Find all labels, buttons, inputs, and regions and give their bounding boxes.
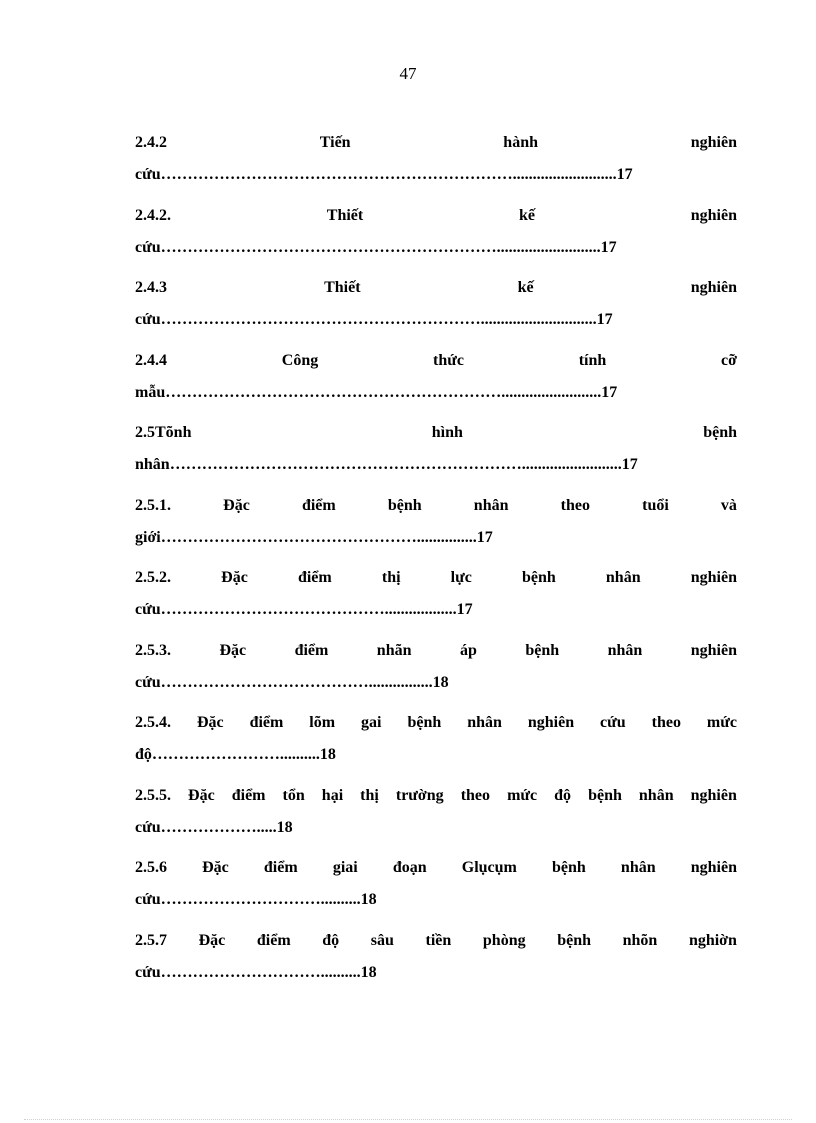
- toc-heading-word: nhân: [620, 859, 656, 876]
- toc-leader-word: mẫu: [135, 383, 166, 401]
- toc-leader-dots: ………………………………………………………….........................: [169, 456, 622, 473]
- toc-heading-word: thị: [360, 786, 379, 804]
- toc-heading-word: mức: [507, 786, 538, 804]
- toc-entry-leader: [135, 377, 737, 409]
- toc-entry-heading: [135, 490, 737, 522]
- toc-heading-word: điểm: [231, 786, 266, 804]
- toc-heading-word: và: [720, 496, 737, 514]
- toc-entry-heading: [135, 780, 737, 812]
- toc-heading-word: Tiến: [319, 134, 351, 151]
- toc-entry: [135, 127, 737, 200]
- toc-heading-word: phòng: [482, 931, 526, 949]
- toc-heading-word: nhãn: [376, 641, 412, 659]
- toc-heading-word: 2.5.7: [135, 931, 167, 949]
- toc-heading-word: cỡ: [721, 351, 737, 369]
- toc-entry-leader: [135, 159, 737, 191]
- toc-heading-word: nghiờn: [688, 931, 737, 949]
- toc-leader-word: cứu: [135, 238, 161, 256]
- toc-leader-word: cứu: [135, 818, 161, 836]
- toc-heading-word: bệnh: [387, 496, 422, 514]
- toc-heading-word: nghiên: [690, 206, 737, 224]
- toc-heading-word: bệnh: [557, 931, 592, 949]
- toc-leader-word: cứu: [135, 166, 161, 183]
- toc-heading-word: độ: [322, 931, 340, 949]
- toc-page-number: 18: [360, 963, 377, 981]
- toc-entry-leader: [135, 812, 737, 844]
- toc-entry-leader: [135, 449, 737, 481]
- toc-heading-word: nghiên: [690, 641, 737, 659]
- toc-heading-word: điểm: [301, 496, 336, 514]
- toc-heading-word: cứu: [600, 714, 626, 731]
- toc-heading-word: nghiên: [527, 714, 575, 731]
- toc-heading-word: theo: [460, 786, 491, 804]
- toc-heading-word: độ: [554, 786, 572, 804]
- toc-entry-leader: [135, 594, 737, 626]
- toc-entry-heading: [135, 707, 737, 739]
- toc-heading-word: nghiên: [690, 859, 737, 876]
- toc-heading-word: thị: [381, 569, 401, 586]
- toc-heading-word: hại: [321, 786, 344, 804]
- toc-entry-leader: [135, 232, 737, 264]
- page-bottom-divider: [24, 1119, 792, 1120]
- toc-heading-word: trường: [395, 786, 444, 804]
- toc-leader-dots: …………………………..........: [160, 963, 361, 981]
- toc-heading-word: kế: [517, 279, 534, 296]
- toc-entry-heading: [135, 417, 737, 449]
- toc-heading-word: nghiên: [690, 279, 737, 296]
- toc-entry-heading: [135, 635, 737, 667]
- toc-entry: [135, 200, 737, 273]
- toc-page-number: 17: [600, 238, 617, 256]
- toc-leader-word: nhân: [135, 456, 170, 473]
- toc-leader-word: cứu: [135, 963, 161, 981]
- toc-heading-word: Đặc: [198, 931, 226, 949]
- toc-heading-word: 2.4.2.: [135, 206, 171, 224]
- toc-entry: [135, 852, 737, 925]
- toc-heading-word: 2.5.6: [135, 859, 167, 876]
- toc-leader-dots: ……………….....: [160, 818, 277, 836]
- toc-heading-word: lõm: [309, 714, 336, 731]
- toc-entry: [135, 490, 737, 563]
- toc-page-number: 18: [276, 818, 293, 836]
- toc-heading-word: giai: [332, 859, 358, 876]
- toc-heading-word: điểm: [294, 641, 329, 659]
- toc-heading-word: 2.5.1.: [135, 496, 171, 514]
- toc-heading-word: tuổi: [642, 496, 669, 514]
- toc-heading-word: thức: [432, 351, 464, 369]
- toc-entry-heading: [135, 200, 737, 232]
- toc-leader-dots: …………………………………………………….............................: [160, 311, 597, 328]
- toc-heading-word: Đặc: [196, 714, 224, 731]
- toc-heading-word: bệnh: [525, 641, 560, 659]
- toc-entry-heading: [135, 852, 737, 884]
- toc-heading-word: Đặc: [202, 859, 229, 876]
- toc-entry-heading: [135, 127, 737, 159]
- toc-heading-word: nhân: [638, 786, 674, 804]
- toc-entry-heading: [135, 345, 737, 377]
- toc-heading-word: nghiên: [690, 786, 737, 804]
- table-of-contents: [135, 127, 737, 997]
- toc-heading-word: nhõn: [622, 931, 658, 949]
- toc-leader-word: cứu: [135, 311, 161, 328]
- toc-heading-word: điểm: [256, 931, 291, 949]
- toc-entry: [135, 780, 737, 853]
- toc-entry-heading: [135, 562, 737, 594]
- toc-entry: [135, 925, 737, 998]
- page-number: 47: [399, 64, 417, 83]
- toc-heading-word: 2.4.3: [135, 279, 167, 296]
- toc-heading-word: điểm: [297, 569, 332, 586]
- toc-heading-word: điểm: [263, 859, 298, 876]
- toc-leader-word: cứu: [135, 601, 161, 618]
- toc-leader-dots: ………………………………………………………..........................: [160, 238, 601, 256]
- toc-leader-word: giới: [135, 528, 161, 546]
- toc-heading-word: bệnh: [521, 569, 556, 586]
- toc-heading-word: Đặc: [219, 641, 247, 659]
- toc-heading-word: hành: [503, 134, 538, 151]
- toc-heading-word: lực: [450, 569, 472, 586]
- toc-heading-word: 2.4.2: [135, 134, 167, 151]
- toc-heading-word: Đặc: [188, 786, 215, 804]
- toc-heading-word: Đặc: [223, 496, 250, 514]
- toc-heading-word: Đặc: [221, 569, 248, 586]
- toc-page-number: 17: [616, 166, 633, 183]
- toc-heading-word: 2.4.4: [135, 351, 167, 369]
- toc-heading-word: hình: [431, 424, 463, 441]
- toc-heading-word: 2.5.3.: [135, 641, 171, 659]
- toc-heading-word: Thiết: [326, 206, 364, 224]
- toc-entry: [135, 345, 737, 418]
- toc-page-number: 18: [360, 891, 377, 908]
- toc-leader-dots: ……………………………………………………….........................: [165, 383, 602, 401]
- toc-heading-word: bệnh: [588, 786, 622, 804]
- toc-leader-word: cứu: [135, 891, 161, 908]
- toc-leader-dots: …………………………..........: [160, 891, 361, 908]
- toc-leader-dots: ……………………..........: [151, 746, 320, 763]
- toc-heading-word: 2.5.2.: [135, 569, 171, 586]
- toc-page-number: 17: [456, 601, 473, 618]
- toc-page-number: 17: [596, 311, 613, 328]
- toc-heading-word: nhân: [467, 714, 502, 731]
- toc-heading-word: bệnh: [703, 424, 737, 441]
- toc-entry-heading: [135, 272, 737, 304]
- toc-heading-word: áp: [459, 641, 477, 659]
- toc-entry-leader: [135, 884, 737, 916]
- toc-entry-leader: [135, 739, 737, 771]
- toc-heading-word: đoạn: [392, 859, 427, 876]
- toc-entry-leader: [135, 522, 737, 554]
- toc-leader-dots: …………………………………………………………..........................: [160, 166, 617, 183]
- toc-leader-dots: …………………………………................: [160, 673, 433, 691]
- toc-page-number: 18: [319, 746, 336, 763]
- toc-heading-word: 2.5.5.: [135, 786, 171, 804]
- toc-heading-word: tổn: [282, 786, 305, 804]
- toc-heading-word: 2.5.4.: [135, 714, 171, 731]
- toc-leader-word: độ: [135, 746, 152, 763]
- toc-entry-leader: [135, 957, 737, 989]
- toc-heading-word: nhân: [607, 641, 643, 659]
- toc-leader-dots: ……………………………………..................: [160, 601, 457, 618]
- toc-entry: [135, 562, 737, 635]
- toc-entry: [135, 635, 737, 708]
- toc-leader-dots: …………………………………………...............: [160, 528, 477, 546]
- toc-entry-leader: [135, 304, 737, 336]
- toc-heading-word: gai: [361, 714, 382, 731]
- toc-entry-heading: [135, 925, 737, 957]
- toc-page-number: 17: [601, 383, 618, 401]
- toc-heading-word: Công: [281, 351, 319, 369]
- toc-heading-word: nghiên: [690, 569, 737, 586]
- toc-heading-word: bệnh: [407, 714, 442, 731]
- toc-heading-word: Glụcụm: [461, 859, 517, 876]
- toc-entry-leader: [135, 667, 737, 699]
- toc-heading-word: sâu: [370, 931, 394, 949]
- toc-page-number: 17: [621, 456, 638, 473]
- toc-entry: [135, 707, 737, 780]
- toc-heading-word: theo: [560, 496, 590, 514]
- toc-heading-word: theo: [651, 714, 681, 731]
- toc-heading-word: kế: [518, 206, 535, 224]
- toc-entry: [135, 272, 737, 345]
- toc-heading-word: nghiên: [690, 134, 737, 151]
- toc-heading-word: mức: [706, 714, 737, 731]
- toc-heading-word: điểm: [249, 714, 284, 731]
- toc-heading-word: tiền: [425, 931, 452, 949]
- toc-entry: [135, 417, 737, 490]
- toc-heading-word: nhân: [473, 496, 509, 514]
- toc-heading-word: 2.5Tõnh: [135, 424, 192, 441]
- toc-heading-word: tính: [578, 351, 607, 369]
- toc-page-number: 17: [476, 528, 493, 546]
- toc-heading-word: nhân: [605, 569, 641, 586]
- toc-leader-word: cứu: [135, 673, 161, 691]
- toc-page-number: 18: [432, 673, 449, 691]
- toc-heading-word: Thiết: [324, 279, 361, 296]
- toc-heading-word: bệnh: [552, 859, 586, 876]
